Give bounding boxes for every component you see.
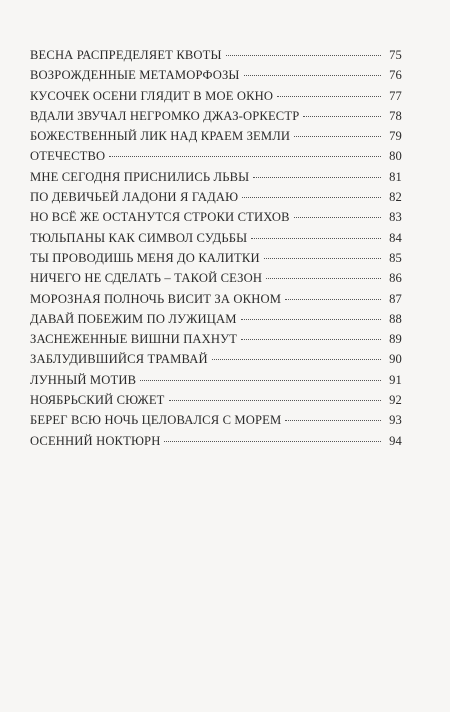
toc-entry-title: ТЮЛЬПАНЫ КАК СИМВОЛ СУДЬБЫ — [30, 230, 248, 245]
dot-leader — [164, 441, 381, 442]
toc-entry — [30, 373, 402, 393]
toc-entry — [30, 413, 402, 433]
toc-entry-page: 86 — [389, 271, 402, 286]
toc-entry — [30, 393, 402, 413]
dot-leader — [264, 258, 381, 259]
toc-entry-title: ОТЕЧЕСТВО — [30, 149, 106, 164]
toc-entry-page: 87 — [389, 291, 402, 306]
toc-entry-title: НИЧЕГО НЕ СДЕЛАТЬ – ТАКОЙ СЕЗОН — [30, 271, 263, 286]
toc-entry — [30, 352, 402, 372]
dot-leader — [241, 319, 381, 320]
toc-entry-page: 78 — [389, 108, 402, 123]
toc-entry-page: 89 — [389, 332, 402, 347]
toc-entry — [30, 434, 402, 454]
toc-entry-page: 92 — [389, 393, 402, 408]
toc-entry-title: ВОЗРОЖДЕННЫЕ МЕТАМОРФОЗЫ — [30, 68, 240, 83]
toc-entry-title: ВДАЛИ ЗВУЧАЛ НЕГРОМКО ДЖАЗ-ОРКЕСТР — [30, 108, 300, 123]
toc-entry-title: ОСЕННИЙ НОКТЮРН — [30, 433, 161, 448]
toc-entry — [30, 109, 402, 129]
toc-entry-title: ВЕСНА РАСПРЕДЕЛЯЕТ КВОТЫ — [30, 48, 222, 62]
toc-entry — [30, 89, 402, 109]
dot-leader — [266, 278, 381, 279]
toc-entry-page: 82 — [389, 190, 402, 205]
dot-leader — [251, 238, 381, 239]
toc-entry — [30, 332, 402, 352]
toc-entry-title: МОРОЗНАЯ ПОЛНОЧЬ ВИСИТ ЗА ОКНОМ — [30, 291, 282, 306]
toc-entry — [30, 271, 402, 291]
dot-leader — [140, 380, 381, 381]
toc-entry-title: МНЕ СЕГОДНЯ ПРИСНИЛИСЬ ЛЬВЫ — [30, 169, 250, 184]
dot-leader — [241, 339, 381, 340]
toc-entry-page: 75 — [389, 48, 402, 62]
toc-entry — [30, 292, 402, 312]
toc-entry — [30, 68, 402, 88]
dot-leader — [285, 299, 381, 300]
dot-leader — [242, 197, 381, 198]
toc-entry — [30, 129, 402, 149]
toc-entry-page: 85 — [389, 250, 402, 265]
toc-entry-title: НОЯБРЬСКИЙ СЮЖЕТ — [30, 393, 165, 408]
toc-entry-title: ЗАБЛУДИВШИЙСЯ ТРАМВАЙ — [30, 352, 208, 367]
dot-leader — [109, 156, 381, 157]
toc-entry — [30, 149, 402, 169]
toc-entry-page: 84 — [389, 230, 402, 245]
toc-entry-page: 94 — [389, 433, 402, 448]
toc-entry-page: 93 — [389, 413, 402, 428]
toc-entry-page: 80 — [389, 149, 402, 164]
toc-entry-title: НО ВСЁ ЖЕ ОСТАНУТСЯ СТРОКИ СТИХОВ — [30, 210, 290, 225]
toc-entry-page: 79 — [389, 129, 402, 144]
toc-entry-page: 88 — [389, 311, 402, 326]
toc-entry-page: 77 — [389, 88, 402, 103]
toc-entry-title: ЛУННЫЙ МОТИВ — [30, 372, 137, 387]
toc-entry-page: 91 — [389, 372, 402, 387]
dot-leader — [169, 400, 381, 401]
toc-entry — [30, 210, 402, 230]
dot-leader — [294, 136, 381, 137]
toc-entry-title: ЗАСНЕЖЕННЫЕ ВИШНИ ПАХНУТ — [30, 332, 238, 347]
toc-entry-title: БЕРЕГ ВСЮ НОЧЬ ЦЕЛОВАЛСЯ С МОРЕМ — [30, 413, 282, 428]
dot-leader — [253, 177, 381, 178]
dot-leader — [285, 420, 381, 421]
toc-entry — [30, 312, 402, 332]
dot-leader — [244, 75, 381, 76]
toc-entry-title: КУСОЧЕК ОСЕНИ ГЛЯДИТ В МОЕ ОКНО — [30, 88, 274, 103]
toc-entry-page: 81 — [389, 169, 402, 184]
toc-entry-page: 90 — [389, 352, 402, 367]
toc-entry-title: ДАВАЙ ПОБЕЖИМ ПО ЛУЖИЦАМ — [30, 311, 237, 326]
toc-entry — [30, 170, 402, 190]
toc-entry-title: ПО ДЕВИЧЬЕЙ ЛАДОНИ Я ГАДАЮ — [30, 190, 239, 205]
toc-entry — [30, 251, 402, 271]
dot-leader — [226, 55, 381, 56]
dot-leader — [277, 96, 381, 97]
dot-leader — [212, 359, 381, 360]
toc-entry-title: БОЖЕСТВЕННЫЙ ЛИК НАД КРАЕМ ЗЕМЛИ — [30, 129, 291, 144]
toc-entry-title: ТЫ ПРОВОДИШЬ МЕНЯ ДО КАЛИТКИ — [30, 250, 260, 265]
table-of-contents — [30, 48, 402, 454]
toc-entry — [30, 190, 402, 210]
toc-entry-page: 76 — [389, 68, 402, 83]
toc-entry — [30, 231, 402, 251]
toc-entry — [30, 48, 402, 68]
dot-leader — [294, 217, 381, 218]
dot-leader — [303, 116, 381, 117]
toc-entry-page: 83 — [389, 210, 402, 225]
